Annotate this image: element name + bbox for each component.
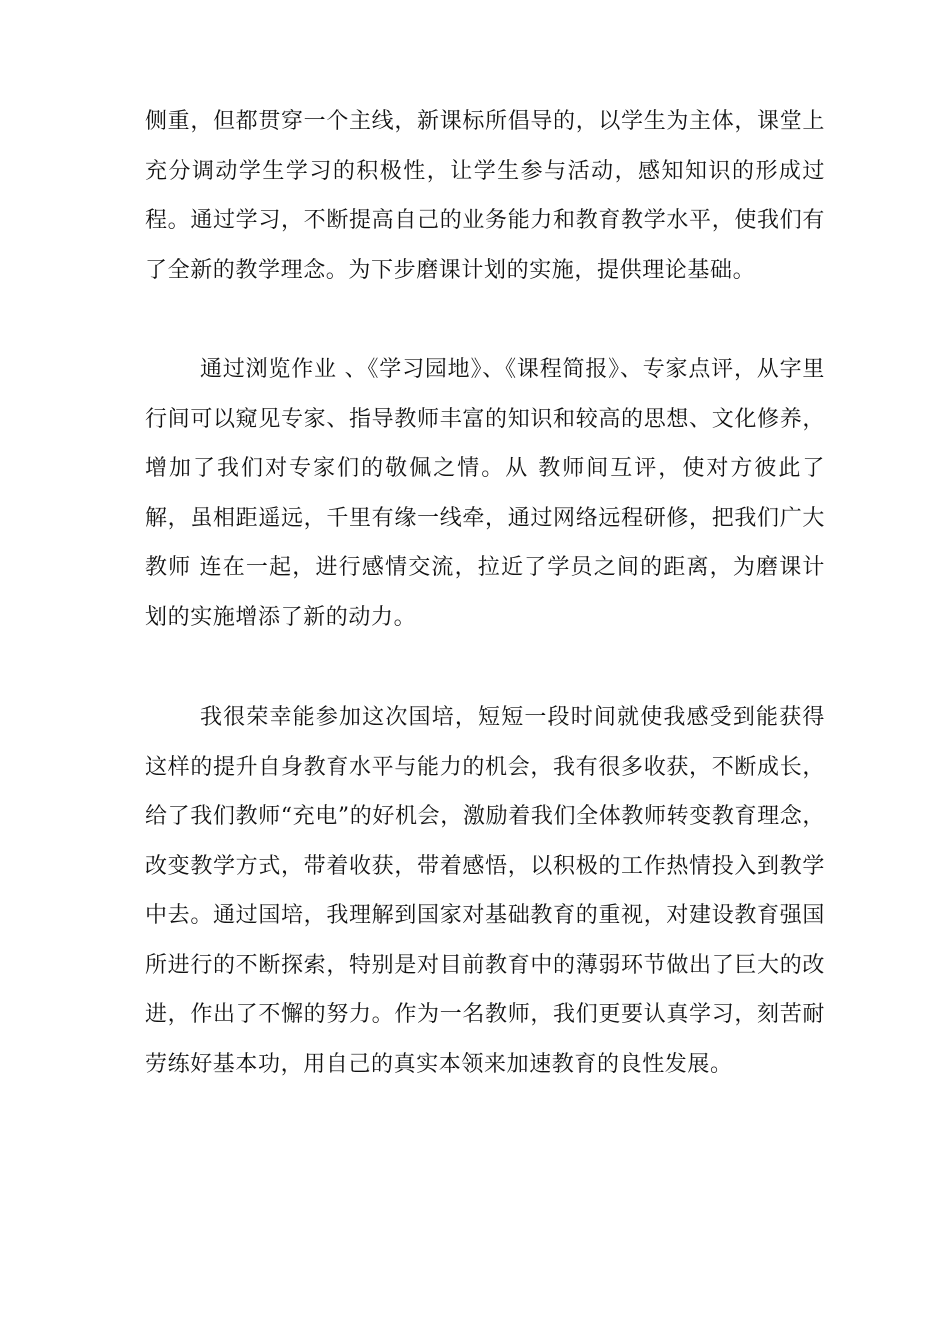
paragraph-continuation: 侧重，但都贯穿一个主线，新课标所倡导的，以学生为主体，课堂上充分调动学生学习的积极性，让学生参与活动，感知知识的形成过程。通过学习，不断提高自己的业务能力和教育教学水平，使我们有了全新的教学理念。为下步磨课计划的实施，提供理论基础。 bbox=[145, 109, 825, 283]
paragraph-online-study: 通过浏览作业 、《学习园地》、《课程简报》、专家点评，从字里行间可以窥见专家、指导教师丰富的知识和较高的思想、文化修养，增加了我们对专家们的敬佩之情。从 教师间互评，使对方彼此了解，虽相距遥远，千里有缘一线牵，通过网络远程研修，把我们广大教师 连在一起，进行感情交流，拉近了学员之间的距离，为磨课计划的实施增添了新的动力。 bbox=[145, 357, 825, 630]
paragraph-national-training: 我很荣幸能参加这次国培，短短一段时间就使我感受到能获得这样的提升自身教育水平与能力的机会，我有很多收获，不断成长，给了我们教师“充电”的好机会，激励着我们全体教师转变教育理念，改变教学方式，带着收获，带着感悟，以积极的工作热情投入到教学中去。通过国培，我理解到国家对基础教育的重视，对建设教育强国所进行的不断探索，特别是对目前教育中的薄弱环节做出了巨大的改进，作出了不懈的努力。作为一名教师，我们更要认真学习，刻苦耐劳练好基本功，用自己的真实本领来加速教育的良性发展。 bbox=[145, 705, 825, 1077]
